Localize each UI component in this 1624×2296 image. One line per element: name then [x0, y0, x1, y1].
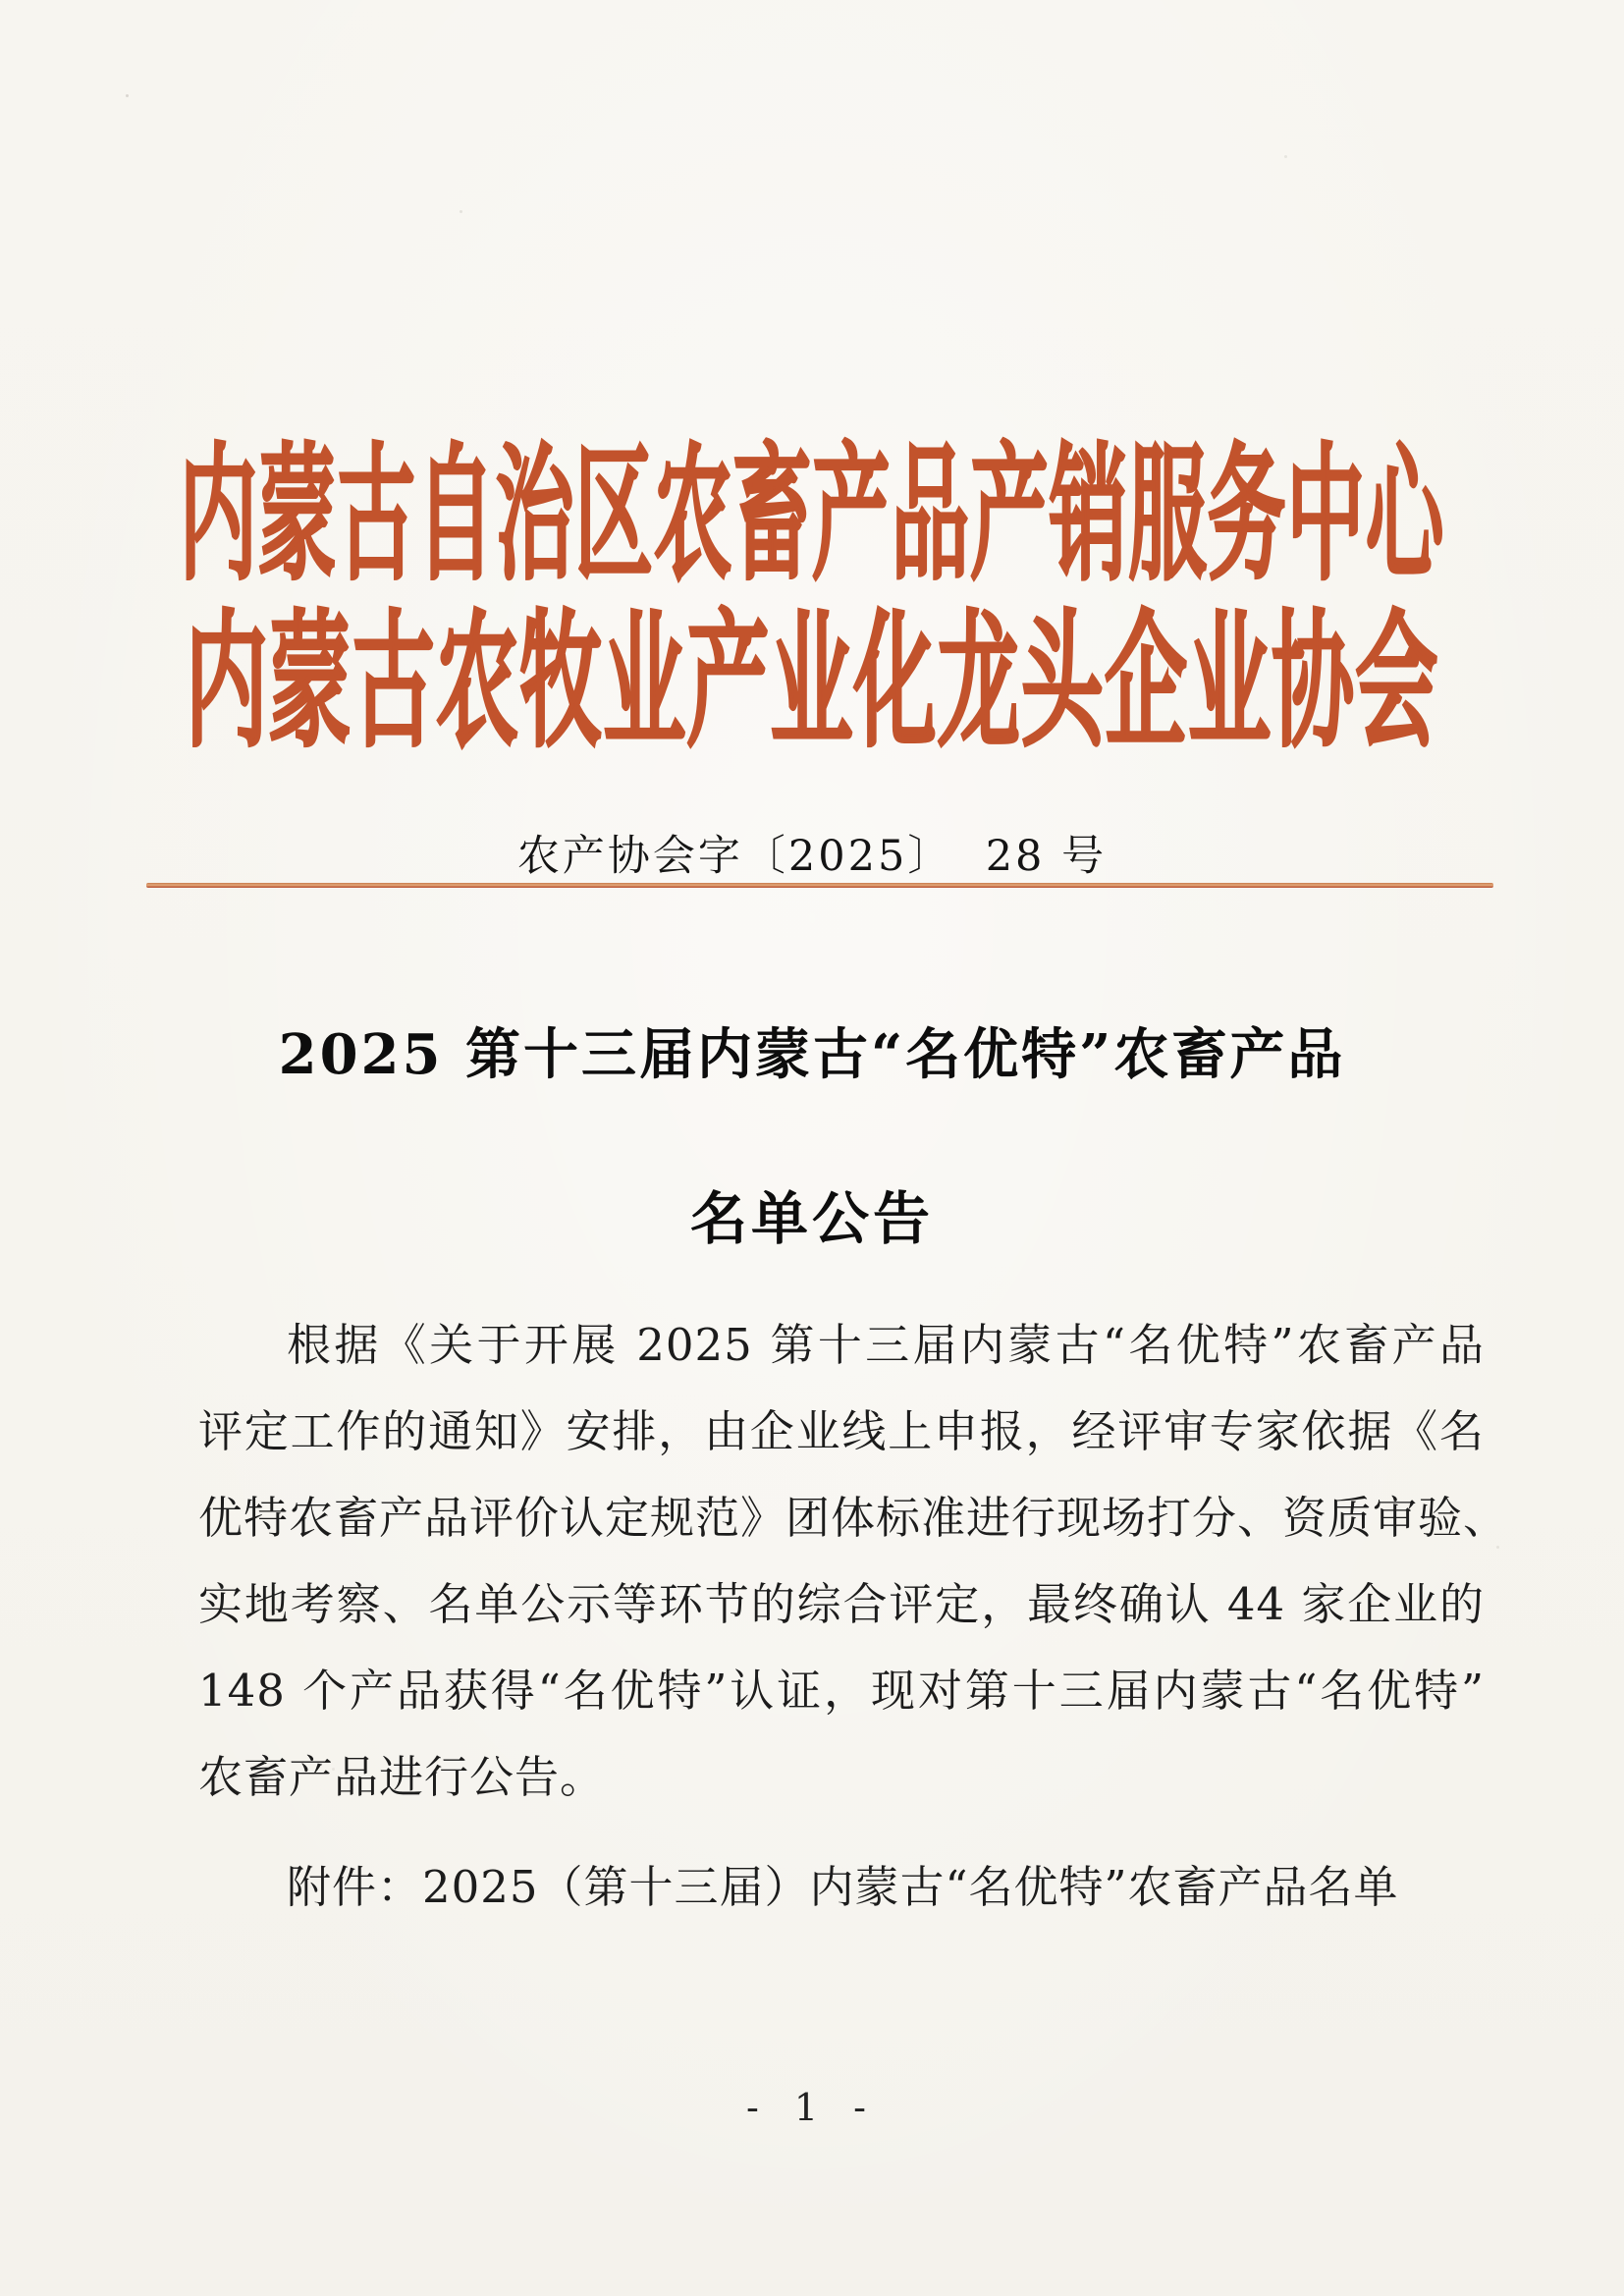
org-title-line2: 内蒙古农牧业产业化龙头企业协会	[185, 595, 1439, 768]
paragraph-line: 农畜产品进行公告。	[198, 1751, 606, 1803]
notice-body	[198, 1302, 1509, 1821]
paragraph-line: 优特农畜产品评价认定规范》团体标准进行现场打分、资质审验、	[198, 1492, 1509, 1544]
paragraph-line: 实地考察、名单公示等环节的综合评定，最终确认 44 家企业的	[198, 1578, 1485, 1630]
paragraph-line: 148 个产品获得“名优特”认证，现对第十三届内蒙古“名优特”	[198, 1665, 1485, 1717]
org-header-row-1	[0, 428, 1624, 601]
red-separator-rule	[146, 883, 1493, 888]
org-title-line1: 内蒙古自治区农畜产品产销服务中心	[179, 428, 1445, 601]
attachment-line: 附件：2025（第十三届）内蒙古“名优特”农畜产品名单	[287, 1861, 1399, 1913]
paragraph-line: 根据《关于开展 2025 第十三届内蒙古“名优特”农畜产品	[287, 1319, 1485, 1371]
notice-title-line2: 名单公告	[689, 1185, 934, 1252]
org-header-row-2	[0, 595, 1624, 768]
doc-number: 农产协会字〔2025〕 28 号	[516, 832, 1108, 881]
notice-title-line1: 2025 第十三届内蒙古“名优特”农畜产品	[278, 1022, 1346, 1087]
paragraph-line: 评定工作的通知》安排，由企业线上申报，经评审专家依据《名	[198, 1405, 1485, 1457]
page-number: - 1 -	[745, 2086, 878, 2129]
scan-speck	[126, 94, 129, 97]
